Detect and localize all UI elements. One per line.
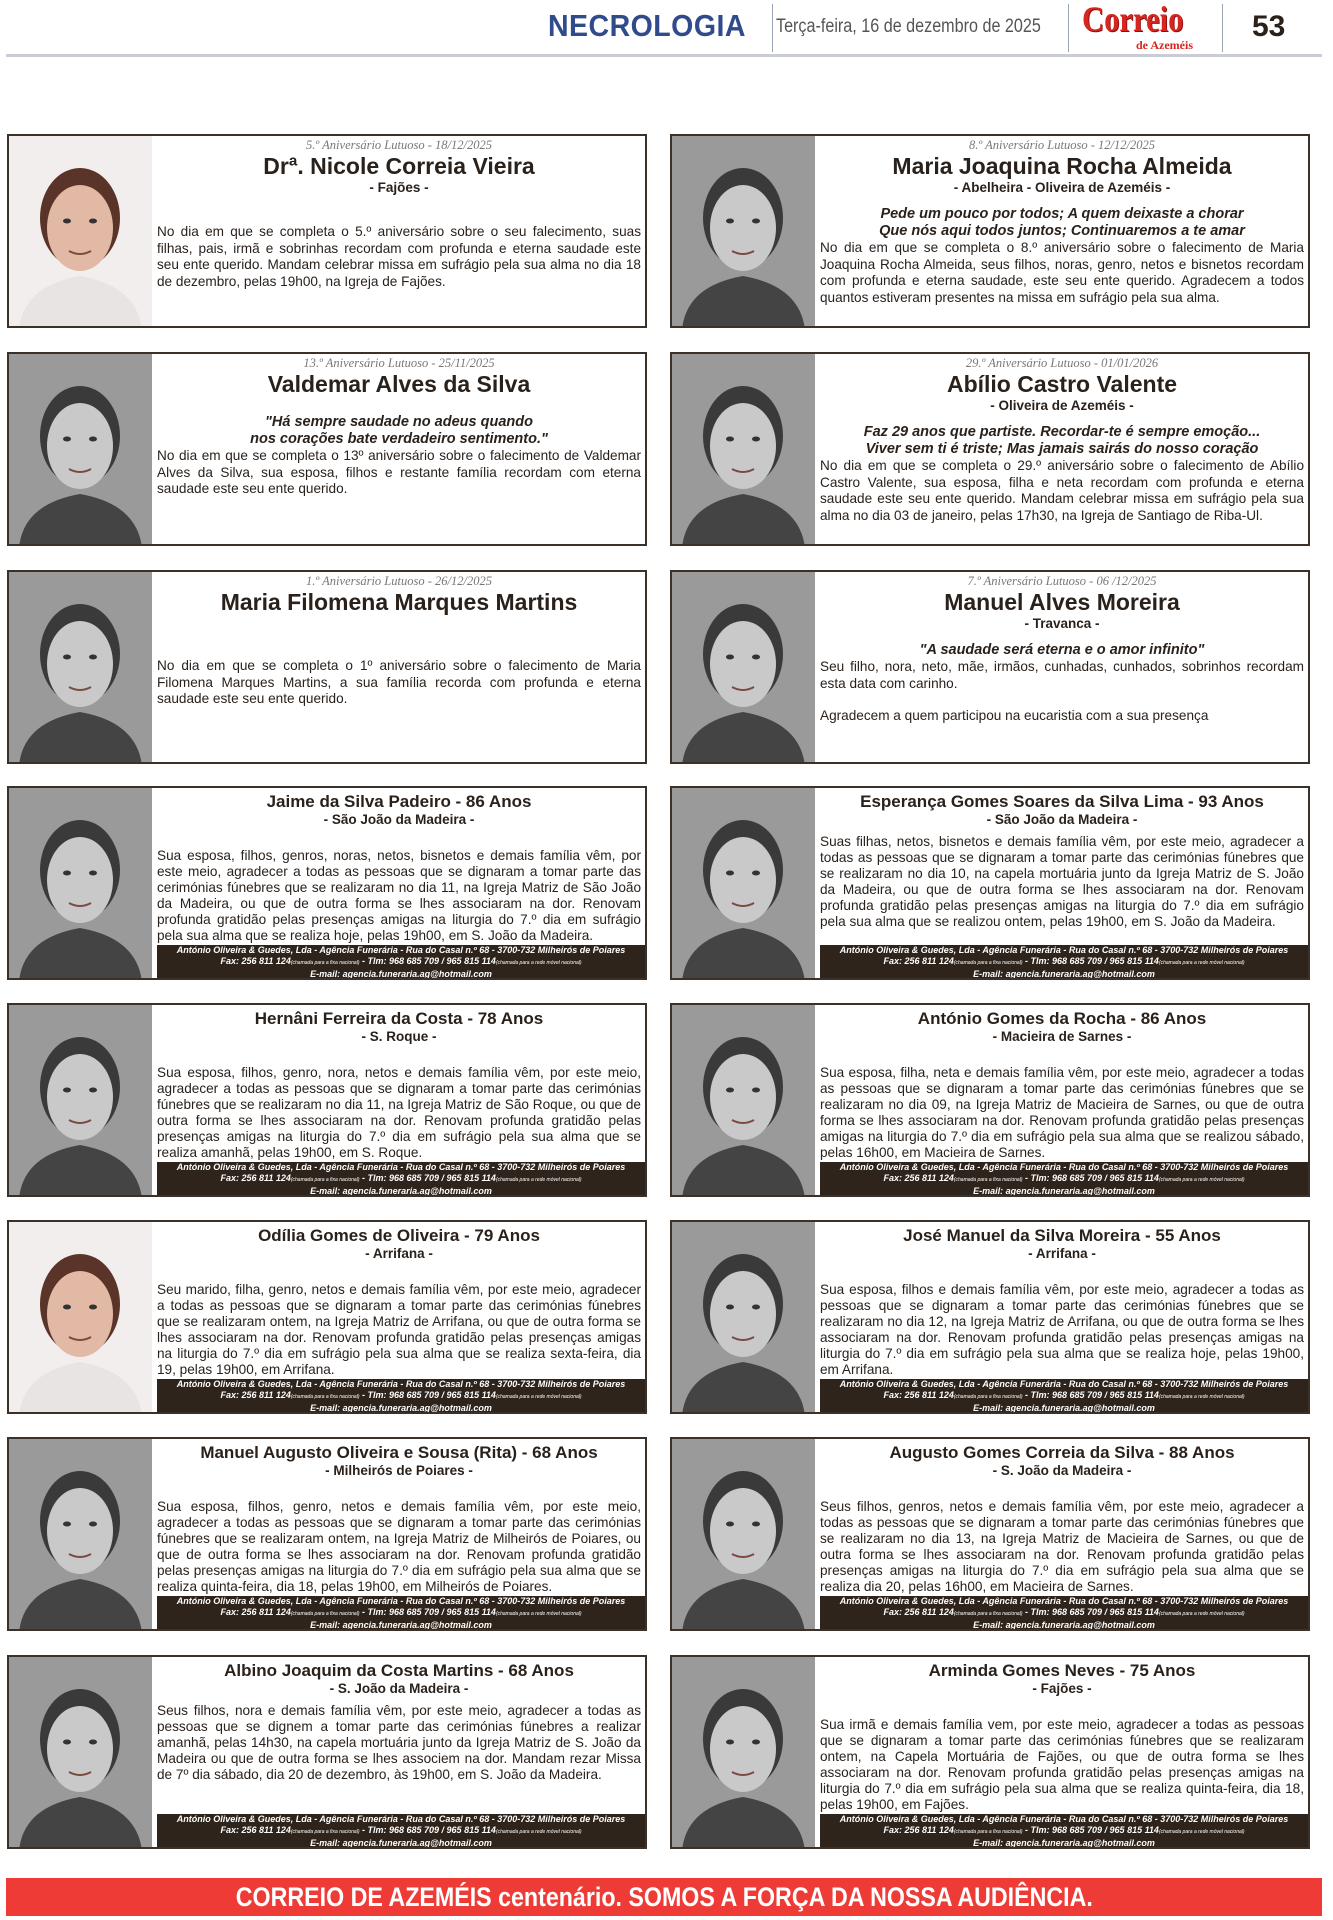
funeral-notice — [670, 786, 1310, 980]
funeral-agency-footer — [157, 1596, 645, 1629]
agency-email: E-mail: agencia.funeraria.ag@hotmail.com — [973, 1838, 1155, 1848]
notice-text: Seu filho, nora, neto, mãe, irmãos, cunhadas, cunhados, sobrinhos recordam esta data com carinho. — [820, 659, 1304, 691]
fax-note: (chamada para a fixa nacional) — [953, 1177, 1023, 1183]
notice-text: No dia em que se completa o 13º aniversário sobre o falecimento de Valdemar Alves da Silva, sua esposa, filhos e restante família recordam com eterna saudade este seu ente querido. — [157, 448, 641, 497]
portrait-image — [672, 788, 815, 980]
notice-content — [157, 136, 641, 326]
agency-address: António Oliveira & Guedes, Lda - Agência Funerária - Rua do Casal n.º 68 - 3700-732 Milheirós de Poiares — [176, 945, 626, 955]
notice-content — [820, 1657, 1304, 1813]
notice-content — [157, 1439, 641, 1595]
mobile: - Tlm: 968 685 709 / 965 815 114 — [1022, 1825, 1159, 1835]
fax: Fax: 256 811 124 — [883, 1173, 954, 1183]
divider — [1068, 4, 1069, 52]
mobile-note: (chamada para a rede móvel nacional) — [1158, 1829, 1245, 1835]
memorial-quote: Faz 29 anos que partiste. Recordar-te é sempre emoção... — [863, 424, 1261, 440]
mobile-note: (chamada para a rede móvel nacional) — [495, 1394, 582, 1400]
funeral-notice — [670, 1655, 1310, 1849]
agency-address: António Oliveira & Guedes, Lda - Agência Funerária - Rua do Casal n.º 68 - 3700-732 Milheirós de Poiares — [176, 1379, 626, 1389]
funeral-notice — [670, 1437, 1310, 1631]
memorial-quote: "A saudade será eterna e o amor infinito" — [919, 642, 1205, 658]
portrait-image — [672, 354, 815, 546]
funeral-agency-footer — [157, 1162, 645, 1195]
notice-content — [820, 572, 1304, 762]
spacer — [157, 616, 641, 658]
fax: Fax: 256 811 124 — [220, 1607, 291, 1617]
spacer — [157, 1479, 641, 1499]
funeral-notice — [7, 1437, 647, 1631]
deceased-name: Manuel Alves Moreira — [944, 589, 1180, 615]
deceased-name: Drª. Nicole Correia Vieira — [263, 153, 535, 179]
portrait-photo — [9, 1439, 152, 1629]
fax-note: (chamada para a fixa nacional) — [290, 1394, 360, 1400]
footer-banner — [6, 1878, 1322, 1916]
portrait-image — [9, 572, 152, 764]
locality: - Oliveira de Azeméis - — [990, 398, 1134, 413]
spacer — [820, 1479, 1304, 1499]
notice-content — [157, 1657, 641, 1813]
portrait-photo — [9, 1657, 152, 1847]
locality: - Arrifana - — [1028, 1246, 1096, 1261]
mobile-note: (chamada para a rede móvel nacional) — [1158, 1394, 1245, 1400]
locality: - São João da Madeira - — [986, 812, 1138, 827]
portrait-image — [9, 1439, 152, 1631]
anniversary-notice — [670, 352, 1310, 546]
agency-address: António Oliveira & Guedes, Lda - Agência Funerária - Rua do Casal n.º 68 - 3700-732 Milheirós de Poiares — [176, 1162, 626, 1172]
memorial-quote: Que nós aqui todos juntos; Continuaremos a te amar — [879, 223, 1245, 239]
locality: - Arrifana - — [365, 1246, 433, 1261]
deceased-name: Augusto Gomes Correia da Silva - 88 Anos — [889, 1443, 1235, 1462]
mobile-note: (chamada para a rede móvel nacional) — [1158, 1611, 1245, 1617]
memorial-quote: Viver sem ti é triste; Mas jamais sairás do nosso coração — [865, 441, 1259, 457]
deceased-name: Jaime da Silva Padeiro - 86 Anos — [266, 792, 532, 811]
funeral-notice — [7, 1220, 647, 1414]
memorial-quote: Pede um pouco por todos; A quem deixaste a chorar — [880, 206, 1244, 222]
funeral-agency-footer — [157, 1379, 645, 1412]
agency-email: E-mail: agencia.funeraria.ag@hotmail.com — [310, 1620, 492, 1630]
portrait-image — [672, 1439, 815, 1631]
fax: Fax: 256 811 124 — [883, 956, 954, 966]
anniversary-notice — [7, 352, 647, 546]
locality: - Fajões - — [1032, 1681, 1092, 1696]
locality: - Macieira de Sarnes - — [992, 1029, 1132, 1044]
notice-content — [820, 1005, 1304, 1161]
funeral-notice — [7, 786, 647, 980]
deceased-name: Esperança Gomes Soares da Silva Lima - 93 Anos — [860, 792, 1264, 811]
fax: Fax: 256 811 124 — [220, 1390, 291, 1400]
funeral-agency-footer — [820, 1162, 1308, 1195]
locality: - Abelheira - Oliveira de Azeméis - — [953, 180, 1171, 195]
notice-text: Sua esposa, filhos, genros, noras, netos, bisnetos e demais família vêm, por este meio, agradecer a todas as pessoas que se dignaram a tomar parte das cerimónias fúnebres que se realizaram no dia 11, na Igreja Matriz de São João da Madeira, ou que de outra forma se lhes associaram na dor. Renovam profunda gratidão pelas presenças amigas na liturgia do 7.º dia em sufrágio pela sua alma que se realiza hoje, pelas 19h00, em S. João da Madeira. — [157, 848, 641, 943]
spacer — [820, 692, 1304, 708]
portrait-image — [672, 1222, 815, 1414]
anniversary-line: 7.º Aniversário Lutuoso - 06 /12/2025 — [967, 574, 1157, 588]
notice-content — [820, 1439, 1304, 1595]
deceased-name: António Gomes da Rocha - 86 Anos — [917, 1009, 1207, 1028]
portrait-photo — [672, 572, 815, 762]
portrait-photo — [672, 1657, 815, 1847]
funeral-agency-footer — [820, 1596, 1308, 1629]
agency-address: António Oliveira & Guedes, Lda - Agência Funerária - Rua do Casal n.º 68 - 3700-732 Milheirós de Poiares — [839, 945, 1289, 955]
notice-content — [157, 788, 641, 944]
anniversary-line: 13.º Aniversário Lutuoso - 25/11/2025 — [303, 356, 495, 370]
deceased-name: Abílio Castro Valente — [946, 371, 1178, 397]
mobile: - Tlm: 968 685 709 / 965 815 114 — [1022, 1173, 1159, 1183]
deceased-name: Arminda Gomes Neves - 75 Anos — [928, 1661, 1196, 1680]
agency-address: António Oliveira & Guedes, Lda - Agência Funerária - Rua do Casal n.º 68 - 3700-732 Milheirós de Poiares — [839, 1596, 1289, 1606]
locality: - Milheirós de Poiares - — [325, 1463, 473, 1478]
mobile: - Tlm: 968 685 709 / 965 815 114 — [359, 956, 496, 966]
notice-text: Sua irmã e demais família vem, por este meio, agradecer a todas as pessoas que se dignaram a tomar parte das cerimónias fúnebres que se realizaram ontem, na Capela Mortuária de Fajões, ou que de outra forma se lhes associaram na dor. Renovam profunda gratidão pelas presenças amigas na liturgia do 7.º dia em sufrágio pela sua alma que se realiza quinta-feira, dia 18, pelas 19h00, em Fajões. — [820, 1717, 1304, 1812]
anniversary-line: 5.º Aniversário Lutuoso - 18/12/2025 — [306, 138, 492, 152]
mobile: - Tlm: 968 685 709 / 965 815 114 — [1022, 1390, 1159, 1400]
portrait-photo — [9, 354, 152, 544]
agency-email: E-mail: agencia.funeraria.ag@hotmail.com — [973, 969, 1155, 979]
notice-text: Suas filhas, netos, bisnetos e demais família vêm, por este meio, agradecer a todas as pessoas que se dignaram a tomar parte das cerimónias fúnebres que se realizaram no dia 10, na capela mortuária junto da Igreja Matriz de S. João da Madeira, ou que de outra forma se lhes associaram na dor. Renovam profunda gratidão pelas presenças amigas na liturgia do 7.º dia em sufrágio pela sua alma que se realizou ontem, pelas 19h00, em S. João da Madeira. — [820, 834, 1304, 929]
funeral-notice — [670, 1003, 1310, 1197]
agency-phones — [820, 1173, 1308, 1186]
deceased-name: Manuel Augusto Oliveira e Sousa (Rita) - 68 Anos — [200, 1443, 598, 1462]
fax-note: (chamada para a fixa nacional) — [290, 1611, 360, 1617]
portrait-photo — [672, 1005, 815, 1195]
mobile-note: (chamada para a rede móvel nacional) — [1158, 1177, 1245, 1183]
deceased-name: Maria Filomena Marques Martins — [220, 589, 578, 615]
fax-note: (chamada para a fixa nacional) — [290, 960, 360, 966]
notice-text: Sua esposa, filha, neta e demais família vêm, por este meio, agradecer a todas as pessoas que se dignaram a tomar parte das cerimónias fúnebres que se realizaram no dia 09, na Igreja Matriz de Macieira de Sarnes, ou que de outra forma se lhes associaram na dor. Renovam profunda gratidão pelas presenças amigas na liturgia do 7.º dia em sufrágio pela sua alma que se realizou sábado, pelas 16h00, em Macieira de Sarnes. — [820, 1065, 1304, 1160]
agency-phones — [157, 1390, 645, 1403]
memorial-quote: nos corações bate verdadeiro sentimento." — [250, 431, 548, 447]
portrait-image — [672, 1005, 815, 1197]
notice-content — [157, 1005, 641, 1161]
portrait-image — [9, 354, 152, 546]
portrait-image — [9, 1005, 152, 1197]
fax: Fax: 256 811 124 — [220, 956, 291, 966]
spacer — [820, 1262, 1304, 1282]
funeral-notice — [670, 1220, 1310, 1414]
mobile: - Tlm: 968 685 709 / 965 815 114 — [359, 1607, 496, 1617]
logo-main-text: Correio — [1082, 0, 1184, 39]
portrait-photo — [672, 1439, 815, 1629]
funeral-agency-footer — [820, 1379, 1308, 1412]
fax: Fax: 256 811 124 — [220, 1825, 291, 1835]
fax-note: (chamada para a fixa nacional) — [290, 1177, 360, 1183]
fax-note: (chamada para a fixa nacional) — [953, 1611, 1023, 1617]
divider — [1222, 4, 1223, 52]
portrait-image — [9, 788, 152, 980]
mobile: - Tlm: 968 685 709 / 965 815 114 — [359, 1173, 496, 1183]
mobile-note: (chamada para a rede móvel nacional) — [495, 1829, 582, 1835]
agency-phones — [820, 956, 1308, 969]
locality: - S. Roque - — [361, 1029, 437, 1044]
anniversary-line: 1.º Aniversário Lutuoso - 26/12/2025 — [306, 574, 492, 588]
anniversary-notice — [670, 570, 1310, 764]
header-rule — [6, 54, 1322, 57]
deceased-name: Valdemar Alves da Silva — [267, 371, 531, 397]
agency-phones — [820, 1607, 1308, 1620]
agency-email: E-mail: agencia.funeraria.ag@hotmail.com — [973, 1186, 1155, 1196]
notice-text: No dia em que se completa o 5.º aniversário sobre o seu falecimento, suas filhas, pais, irmã e sobrinhas recordam com profunda e eterna saudade este seu ente querido. Mandam celebrar missa em sufrágio pela sua alma no dia 18 de dezembro, pelas 19h00, na Igreja de Fajões. — [157, 224, 641, 289]
spacer — [820, 1045, 1304, 1065]
spacer — [820, 414, 1304, 424]
anniversary-notice — [7, 134, 647, 328]
notice-text: Sua esposa, filhos, genro, nora, netos e demais família vêm, por este meio, agradecer a todas as pessoas que se dignaram a tomar parte das cerimónias fúnebres que se realizaram no dia 11, na Igreja Matriz de São Roque, ou que de outra forma se lhes associaram na dor. Renovam profunda gratidão pelas presenças amigas na liturgia do 7.º dia em sufrágio pela sua alma que se realiza amanhã, pelas 19h00, em S. Roque. — [157, 1065, 641, 1160]
mobile: - Tlm: 968 685 709 / 965 815 114 — [1022, 956, 1159, 966]
agency-email: E-mail: agencia.funeraria.ag@hotmail.com — [310, 1838, 492, 1848]
portrait-photo — [9, 788, 152, 978]
portrait-photo — [672, 136, 815, 326]
portrait-photo — [672, 354, 815, 544]
mobile: - Tlm: 968 685 709 / 965 815 114 — [359, 1390, 496, 1400]
agency-phones — [157, 1607, 645, 1620]
notice-content — [157, 354, 641, 544]
spacer — [820, 1697, 1304, 1717]
spacer — [157, 398, 641, 414]
portrait-image — [9, 136, 152, 328]
portrait-photo — [672, 1222, 815, 1412]
fax-note: (chamada para a fixa nacional) — [290, 1829, 360, 1835]
agency-email: E-mail: agencia.funeraria.ag@hotmail.com — [973, 1403, 1155, 1413]
funeral-agency-footer — [157, 945, 645, 978]
locality: - S. João da Madeira - — [992, 1463, 1132, 1478]
notice-text: Sua esposa, filhos e demais família vêm, por este meio, agradecer a todas as pessoas que se dignaram a tomar parte das cerimónias fúnebres que se realizaram no dia 12, na Igreja Matriz de Arrifana, ou que de outra forma se lhes associaram na dor. Renovam profunda gratidão pelas presenças amigas na liturgia do 7.º dia em sufrágio pela sua alma que se realiza hoje, pelas 19h00, em Arrifana. — [820, 1282, 1304, 1377]
notice-content — [820, 354, 1304, 544]
issue-date: Terça-feira, 16 de dezembro de 2025 — [776, 16, 1041, 37]
spacer — [157, 1045, 641, 1065]
agency-email: E-mail: agencia.funeraria.ag@hotmail.com — [310, 969, 492, 979]
portrait-photo — [9, 136, 152, 326]
notice-text: No dia em que se completa o 1º aniversário sobre o falecimento de Maria Filomena Marques Martins, a sua família recorda com profunda e eterna saudade este seu ente querido. — [157, 658, 641, 707]
spacer — [157, 196, 641, 224]
locality: - S. João da Madeira - — [329, 1681, 469, 1696]
deceased-name: José Manuel da Silva Moreira - 55 Anos — [903, 1226, 1221, 1245]
locality: - Travanca - — [1024, 616, 1100, 631]
spacer — [157, 1262, 641, 1282]
banner-text: CORREIO DE AZEMÉIS centenário. SOMOS A FORÇA DA NOSSA AUDIÊNCIA. — [235, 1882, 1093, 1912]
mobile: - Tlm: 968 685 709 / 965 815 114 — [1022, 1607, 1159, 1617]
locality: - Fajões - — [369, 180, 429, 195]
anniversary-notice — [7, 570, 647, 764]
mobile-note: (chamada para a rede móvel nacional) — [1158, 960, 1245, 966]
section-title: NECROLOGIA — [548, 8, 746, 43]
agency-address: António Oliveira & Guedes, Lda - Agência Funerária - Rua do Casal n.º 68 - 3700-732 Milheirós de Poiares — [839, 1379, 1289, 1389]
notice-content — [820, 788, 1304, 944]
portrait-photo — [672, 788, 815, 978]
funeral-notice — [7, 1655, 647, 1849]
fax: Fax: 256 811 124 — [883, 1607, 954, 1617]
portrait-image — [9, 1657, 152, 1849]
locality: - São João da Madeira - — [323, 812, 475, 827]
fax-note: (chamada para a fixa nacional) — [953, 1394, 1023, 1400]
notice-content — [157, 572, 641, 762]
agency-phones — [157, 1825, 645, 1838]
newspaper-logo — [1082, 0, 1212, 54]
mobile-note: (chamada para a rede móvel nacional) — [495, 1177, 582, 1183]
portrait-photo — [9, 572, 152, 762]
notice-text: Sua esposa, filhos, genro, netos e demais família vêm, por este meio, agradecer a todas as pessoas que se dignaram a tomar parte das cerimónias fúnebres que se realizaram ontem, na Igreja Matriz de Milheirós de Poiares, ou que de outra forma se lhes associaram na dor. Renovam profunda gratidão pelas presenças amigas na liturgia do 7.º dia em sufrágio pela sua alma que se realiza quinta-feira, dia 18, pelas 19h00, em Milheirós de Poiares. — [157, 1499, 641, 1594]
spacer — [157, 828, 641, 848]
fax: Fax: 256 811 124 — [220, 1173, 291, 1183]
fax-note: (chamada para a fixa nacional) — [953, 960, 1023, 966]
agency-address: António Oliveira & Guedes, Lda - Agência Funerária - Rua do Casal n.º 68 - 3700-732 Milheirós de Poiares — [839, 1814, 1289, 1824]
fax-note: (chamada para a fixa nacional) — [953, 1829, 1023, 1835]
notice-text: Seus filhos, nora e demais família vêm, por este meio, agradecer a todas as pessoas que se dignem a tomar parte das cerimónias fúnebres a realizar amanhã, pelas 14h30, na capela mortuária junto da Igreja Matriz de S. João da Madeira ou que de outra forma se lhes associem na dor. Mandam rezar Missa de 7º dia sábado, dia 20 de dezembro, às 19h00, em S. João da Madeira. — [157, 1703, 641, 1782]
deceased-name: Maria Joaquina Rocha Almeida — [892, 153, 1232, 179]
agency-phones — [820, 1825, 1308, 1838]
page-number: 53 — [1252, 10, 1286, 43]
mobile: - Tlm: 968 685 709 / 965 815 114 — [359, 1825, 496, 1835]
mobile-note: (chamada para a rede móvel nacional) — [495, 960, 582, 966]
anniversary-line: 8.º Aniversário Lutuoso - 12/12/2025 — [969, 138, 1155, 152]
fax: Fax: 256 811 124 — [883, 1390, 954, 1400]
notice-content — [820, 136, 1304, 326]
anniversary-line: 29.º Aniversário Lutuoso - 01/01/2026 — [965, 356, 1159, 370]
agency-phones — [820, 1390, 1308, 1403]
notice-content — [820, 1222, 1304, 1378]
mobile-note: (chamada para a rede móvel nacional) — [495, 1611, 582, 1617]
spacer — [820, 196, 1304, 206]
notice-text: Seu marido, filha, genro, netos e demais família vêm, por este meio, agradecer a todas as pessoas que se dignaram a tomar parte das cerimónias fúnebres que se realizaram ontem, na Igreja Matriz de Arrifana, ou que de outra forma se lhes associaram na dor. Renovam profunda gratidão pelas presenças amigas na liturgia do 7.º dia em sufrágio pela sua alma que se realiza sexta-feira, dia 19, pelas 19h00, em Arrifana. — [157, 1282, 641, 1377]
memorial-quote: "Há sempre saudade no adeus quando — [265, 414, 533, 430]
deceased-name: Hernâni Ferreira da Costa - 78 Anos — [254, 1009, 544, 1028]
deceased-name: Albino Joaquim da Costa Martins - 68 Anos — [224, 1661, 574, 1680]
agency-email: E-mail: agencia.funeraria.ag@hotmail.com — [310, 1403, 492, 1413]
agency-email: E-mail: agencia.funeraria.ag@hotmail.com — [310, 1186, 492, 1196]
agency-phones — [157, 1173, 645, 1186]
notice-text-extra: Agradecem a quem participou na eucaristia com a sua presença — [820, 708, 1209, 724]
agency-address: António Oliveira & Guedes, Lda - Agência Funerária - Rua do Casal n.º 68 - 3700-732 Milheirós de Poiares — [839, 1162, 1289, 1172]
funeral-agency-footer — [820, 1814, 1308, 1847]
funeral-notice — [7, 1003, 647, 1197]
portrait-image — [672, 1657, 815, 1849]
funeral-agency-footer — [820, 945, 1308, 978]
funeral-agency-footer — [157, 1814, 645, 1847]
notice-content — [157, 1222, 641, 1378]
notice-text: No dia em que se completa o 8.º aniversário sobre o falecimento de Maria Joaquina Rocha Almeida, seus filhos, noras, genro, netos e bisnetos recordam com profunda e eterna saudade, este seu ente querido. Agradecem a todos quantos estiveram presentes na missa em sufrágio pela sua alma. — [820, 240, 1304, 305]
divider — [772, 4, 773, 52]
fax: Fax: 256 811 124 — [883, 1825, 954, 1835]
anniversary-notice — [670, 134, 1310, 328]
deceased-name: Odília Gomes de Oliveira - 79 Anos — [258, 1226, 540, 1245]
portrait-photo — [9, 1005, 152, 1195]
portrait-photo — [9, 1222, 152, 1412]
portrait-image — [9, 1222, 152, 1414]
portrait-image — [672, 136, 815, 328]
agency-address: António Oliveira & Guedes, Lda - Agência Funerária - Rua do Casal n.º 68 - 3700-732 Milheirós de Poiares — [176, 1596, 626, 1606]
notice-text: No dia em que se completa o 29.º aniversário sobre o falecimento de Abílio Castro Valente, sua esposa, filha e neta recordam com profunda e eterna saudade este seu ente querido. Mandam celebrar missa em sufrágio pela sua alma no dia 03 de janeiro, pelas 17h30, na Igreja de Santiago de Riba-Ul. — [820, 458, 1304, 523]
notice-text: Seus filhos, genros, netos e demais família vêm, por este meio, agradecer a todas as pessoas que se dignaram a tomar parte das cerimónias fúnebres que se realizaram no dia 13, na Igreja Matriz de Macieira de Sarnes, ou que de outra forma se lhes associaram na dor. Renovam profunda gratidão pelas presenças amigas na liturgia do 7.º dia em sufrágio pela sua alma que se realiza dia 20, pelas 16h00, em Macieira de Sarnes. — [820, 1499, 1304, 1594]
agency-address: António Oliveira & Guedes, Lda - Agência Funerária - Rua do Casal n.º 68 - 3700-732 Milheirós de Poiares — [176, 1814, 626, 1824]
agency-email: E-mail: agencia.funeraria.ag@hotmail.com — [973, 1620, 1155, 1630]
portrait-image — [672, 572, 815, 764]
agency-phones — [157, 956, 645, 969]
logo-sub-text: de Azeméis — [1136, 38, 1193, 52]
spacer — [820, 632, 1304, 642]
